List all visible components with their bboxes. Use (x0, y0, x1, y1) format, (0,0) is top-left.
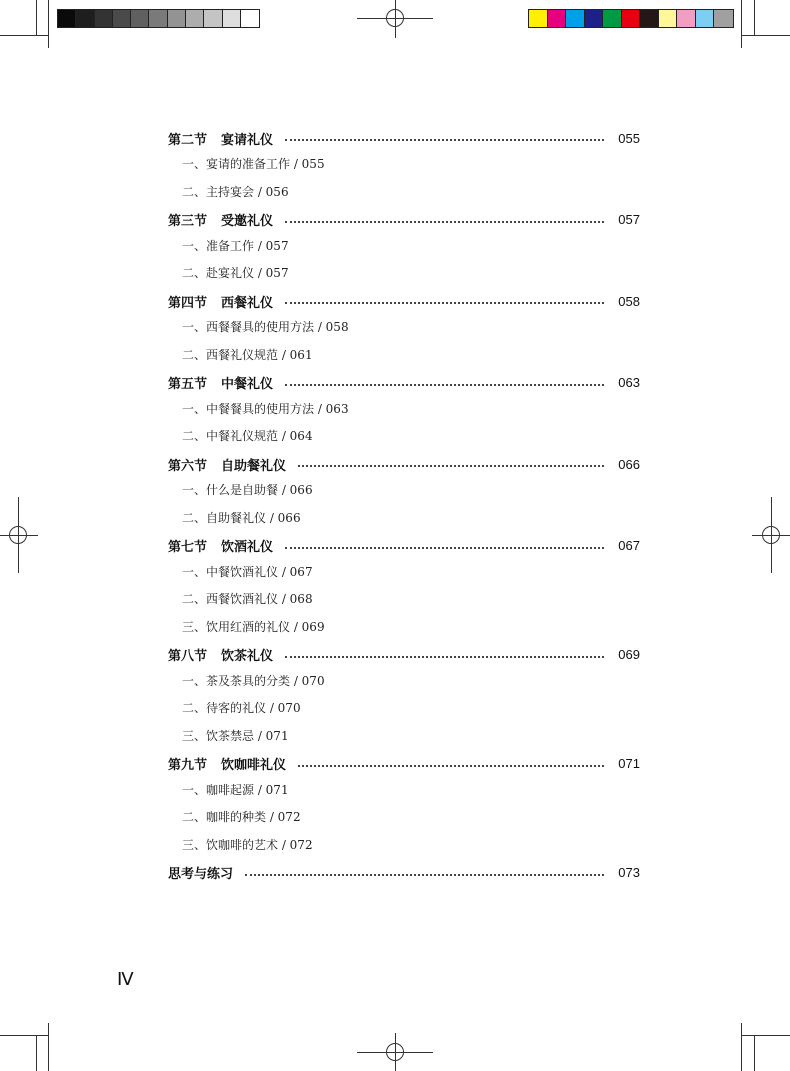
section-title: 宴请礼仪 (221, 132, 274, 148)
toc-subitem[interactable]: 二、自助餐礼仪 / 066 (182, 510, 301, 525)
toc-subitem[interactable]: 三、饮茶禁忌 / 071 (182, 728, 289, 743)
section-title: 思考与练习 (168, 867, 234, 882)
section-title: 西餐礼仪 (221, 295, 274, 311)
toc-subitem[interactable]: 二、咖啡的种类 / 072 (182, 810, 301, 824)
dot-leader (285, 139, 604, 141)
section-number: 第八节 (168, 649, 208, 664)
section-title: 受邀礼仪 (221, 214, 274, 229)
gray-swatch (186, 10, 204, 27)
dot-leader (285, 384, 604, 386)
section-page-number: 058 (618, 293, 640, 309)
section-page-number: 057 (618, 212, 640, 227)
toc-section-4[interactable] (168, 291, 640, 311)
toc-section-5[interactable] (168, 373, 640, 393)
section-page-number: 063 (618, 375, 640, 390)
section-page-number: 067 (618, 538, 640, 553)
dot-leader (285, 221, 604, 223)
toc-section-8[interactable] (168, 645, 640, 665)
section-title: 饮茶礼仪 (221, 649, 274, 664)
toc-subitem[interactable]: 一、中餐餐具的使用方法 / 063 (182, 401, 349, 416)
toc-subitem[interactable]: 一、咖啡起源 / 071 (182, 782, 289, 797)
section-page-number: 069 (618, 647, 640, 662)
dot-leader (285, 656, 604, 658)
gray-swatch (58, 10, 76, 27)
color-swatch (677, 10, 696, 27)
toc-subitem[interactable]: 二、主持宴会 / 056 (182, 184, 289, 199)
toc-section-exercises[interactable] (168, 863, 640, 883)
toc-subitem[interactable]: 三、饮咖啡的艺术 / 072 (182, 837, 313, 852)
toc-subitem[interactable]: 一、准备工作 / 057 (182, 238, 289, 253)
color-swatch (696, 10, 715, 27)
section-page-number: 055 (618, 130, 640, 146)
toc-subitem[interactable]: 二、西餐饮酒礼仪 / 068 (182, 592, 313, 606)
dot-leader (285, 302, 604, 304)
gray-swatch (113, 10, 131, 27)
dot-leader (298, 765, 604, 767)
gray-swatch (241, 10, 259, 27)
section-number: 第二节 (168, 132, 208, 148)
section-title: 饮咖啡礼仪 (221, 758, 287, 773)
toc-subitem[interactable]: 一、宴请的准备工作 / 055 (182, 157, 325, 171)
color-swatch (640, 10, 659, 27)
gray-swatch (168, 10, 186, 27)
gray-swatch (95, 10, 113, 27)
color-swatch (585, 10, 604, 27)
gray-swatch (149, 10, 167, 27)
gray-swatch (223, 10, 241, 27)
color-swatch (714, 10, 733, 27)
toc-subitem[interactable]: 二、待客的礼仪 / 070 (182, 701, 301, 715)
section-number: 第六节 (168, 458, 208, 474)
color-swatch (566, 10, 585, 27)
color-swatch (622, 10, 641, 27)
toc-section-7[interactable] (168, 536, 640, 556)
toc-subitem[interactable]: 一、茶及茶具的分类 / 070 (182, 673, 325, 688)
toc-subitem[interactable]: 一、中餐饮酒礼仪 / 067 (182, 564, 313, 579)
color-swatch (603, 10, 622, 27)
section-page-number: 073 (618, 865, 640, 880)
section-number: 第九节 (168, 758, 208, 773)
gray-swatch (76, 10, 94, 27)
color-swatch (659, 10, 678, 27)
section-title: 饮酒礼仪 (221, 540, 274, 555)
grayscale-calibration-bar (57, 9, 260, 28)
section-page-number: 071 (618, 756, 640, 771)
gray-swatch (131, 10, 149, 27)
section-title: 自助餐礼仪 (221, 458, 287, 474)
color-swatch (548, 10, 567, 27)
toc-section-9[interactable] (168, 754, 640, 774)
toc-subitem[interactable]: 二、赴宴礼仪 / 057 (182, 266, 289, 280)
section-number: 第四节 (168, 295, 208, 311)
toc-section-2[interactable] (168, 128, 640, 148)
gray-swatch (204, 10, 222, 27)
section-page-number: 066 (618, 456, 640, 472)
toc-section-6[interactable] (168, 454, 640, 474)
section-title: 中餐礼仪 (221, 377, 274, 392)
section-number: 第三节 (168, 214, 208, 229)
toc-subitem[interactable]: 三、饮用红酒的礼仪 / 069 (182, 619, 325, 634)
color-calibration-bar (528, 9, 734, 28)
section-number: 第五节 (168, 377, 208, 392)
toc-subitem[interactable]: 二、中餐礼仪规范 / 064 (182, 429, 313, 443)
dot-leader (285, 547, 604, 549)
dot-leader (245, 874, 604, 876)
toc-subitem[interactable]: 二、西餐礼仪规范 / 061 (182, 347, 313, 362)
toc-subitem[interactable]: 一、什么是自助餐 / 066 (182, 483, 313, 497)
dot-leader (298, 465, 604, 467)
section-number: 第七节 (168, 540, 208, 555)
toc-subitem[interactable]: 一、西餐餐具的使用方法 / 058 (182, 320, 349, 334)
toc-section-3[interactable] (168, 210, 640, 230)
color-swatch (529, 10, 548, 27)
page-number: Ⅳ (117, 969, 134, 989)
